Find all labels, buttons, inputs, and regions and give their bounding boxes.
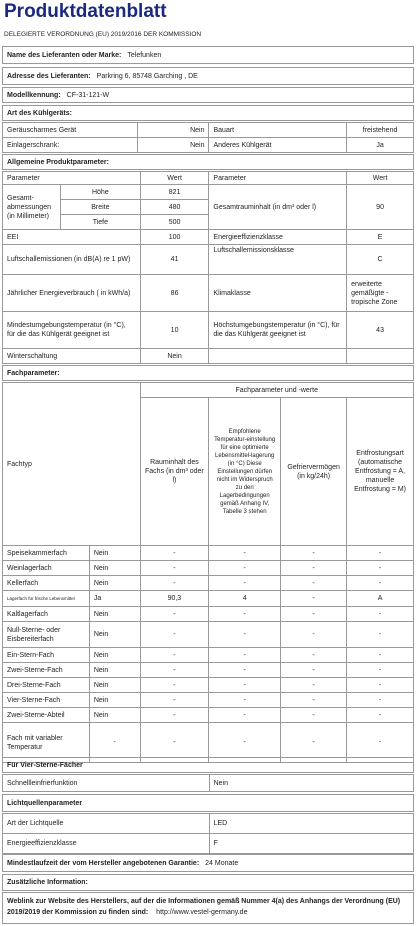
fach-temp: -: [209, 708, 281, 723]
fach-col-defrost: Entfrostungsart (automatische Entfrostung = A, manuelle Entfrostung = M): [347, 398, 414, 546]
type-section-header: [2, 105, 414, 121]
fach-name: Ein-Stern-Fach: [3, 648, 90, 663]
fach-defrost: -: [347, 678, 414, 693]
document-subtitle: DELEGIERTE VERORDNUNG (EU) 2019/2016 DER KOMMISSION: [4, 31, 202, 38]
fach-vol: -: [140, 648, 209, 663]
type-label: Bauart: [209, 123, 347, 138]
fach-freeze: -: [281, 693, 347, 708]
warranty-label: Mindestlaufzeit der vom Hersteller angebotenen Garantie:: [7, 859, 200, 867]
fach-freeze: -: [281, 576, 347, 591]
fach-name: Zwei-Sterne-Fach: [3, 663, 90, 678]
fach-row: [3, 622, 414, 648]
fach-present: -: [89, 723, 140, 763]
energy-consumption-label: Jährlicher Energieverbrauch ( in kWh/a): [3, 275, 141, 312]
extra-info-text: Weblink zur Website des Herstellers, auf der die Informationen gemäß Nummer 4(a) des Anhangs der Verordnung (EU) 2019/2019 der Kommission zu finden sind:: [7, 898, 401, 916]
fach-vol: -: [140, 561, 209, 576]
quick-freeze-label: Schnellleinfrierfunktion: [3, 775, 210, 792]
fach-row: [3, 648, 414, 663]
fach-freeze: -: [281, 663, 347, 678]
noise-class-value: C: [347, 245, 414, 275]
volume-value: 90: [347, 185, 414, 230]
dim-value: 480: [140, 200, 209, 215]
col-header-param: Parameter: [3, 172, 141, 185]
fach-present: Nein: [89, 561, 140, 576]
fach-name: Drei-Sterne-Fach: [3, 678, 90, 693]
fach-row: [3, 576, 414, 591]
light-type-label: Art der Lichtquelle: [3, 814, 210, 834]
type-value: Ja: [347, 138, 414, 153]
max-temp-value: 43: [347, 312, 414, 349]
winter-value: Nein: [140, 349, 209, 364]
fach-temp: -: [209, 663, 281, 678]
fach-row: [3, 693, 414, 708]
fach-temp: -: [209, 678, 281, 693]
fach-freeze: -: [281, 561, 347, 576]
fach-vol: -: [140, 678, 209, 693]
fach-present: Nein: [89, 708, 140, 723]
dim-name: Höhe: [60, 185, 140, 200]
fach-defrost: -: [347, 576, 414, 591]
address-row: [2, 67, 414, 85]
climate-class-label: Klimaklasse: [209, 275, 347, 312]
supplier-label: Name des Lieferanten oder Marke:: [7, 51, 122, 59]
empty-cell: [209, 349, 347, 364]
supplier-value: Telefunken: [127, 51, 162, 59]
extra-info-box: [2, 892, 414, 924]
eei-value: 100: [140, 230, 209, 245]
fach-freeze: -: [281, 648, 347, 663]
fach-col-type: Fachtyp: [3, 383, 141, 546]
fach-name: Zwei-Sterne-Abteil: [3, 708, 90, 723]
fach-name: Weinlagerfach: [3, 561, 90, 576]
winter-label: Winterschaltung: [3, 349, 141, 364]
four-star-section-header: [2, 757, 414, 773]
fach-table: [2, 382, 414, 763]
fach-defrost: -: [347, 561, 414, 576]
fach-name: Fach mit variabler Temperatur: [3, 723, 90, 763]
max-temp-label: Höchstumgebungstemperatur (in °C), für die das Kühlgerät geeignet ist: [209, 312, 347, 349]
type-row: [3, 138, 414, 153]
general-section-title: Allgemeine Produktparameter:: [7, 158, 109, 166]
fach-name: Speisekammerfach: [3, 546, 90, 561]
light-class-value: F: [209, 834, 413, 854]
fach-temp: -: [209, 561, 281, 576]
dim-name: Tiefe: [60, 215, 140, 230]
energy-consumption-value: 86: [140, 275, 209, 312]
fach-row: [3, 561, 414, 576]
fach-present: Ja: [89, 591, 140, 607]
min-temp-label: Mindestumgebungstemperatur (in °C), für die das Kühlgerät geeignet ist: [3, 312, 141, 349]
fach-vol: -: [140, 622, 209, 648]
type-value: Nein: [137, 138, 209, 153]
volume-label: Gesamtrauminhalt (in dm³ oder l): [209, 185, 347, 230]
fach-present: Nein: [89, 693, 140, 708]
light-section-title: Lichtquellenparameter: [7, 799, 83, 807]
model-label: Modellkennung:: [7, 91, 61, 99]
supplier-row: [2, 46, 414, 64]
fach-group-header: Fachparameter und -werte: [140, 383, 413, 398]
type-label: Einlagerschrank:: [3, 138, 138, 153]
fach-vol: -: [140, 663, 209, 678]
four-star-table: [2, 774, 414, 792]
fach-section-header: [2, 365, 414, 381]
fach-defrost: -: [347, 708, 414, 723]
fach-vol: -: [140, 723, 209, 763]
fach-row: [3, 678, 414, 693]
fach-col-temp: Empfohlene Temperatur-einstellung für eine optimierte Lebensmittel-lagerung (in °C) Diese Einstellungen dürfen nicht im Widerspruch zu den Lagerbedingungen gemäß Anhang IV, Tabelle 3 stehen: [209, 398, 281, 546]
noise-class-label: Luftschallemissionsklasse: [209, 245, 347, 275]
model-value: CF-31-121-W: [66, 91, 110, 99]
fach-defrost: -: [347, 607, 414, 622]
fach-present: Nein: [89, 678, 140, 693]
col-header-value: Wert: [140, 172, 209, 185]
warranty-row: [2, 854, 414, 872]
fach-defrost: -: [347, 648, 414, 663]
extra-section-title: Zusätzliche Information:: [7, 879, 88, 886]
energy-class-label: Energieeffizienzklasse: [209, 230, 347, 245]
fach-temp: -: [209, 576, 281, 591]
type-label: Geräuscharmes Gerät: [3, 123, 138, 138]
model-row: [2, 87, 414, 103]
document-title: Produktdatenblatt: [4, 1, 167, 22]
fach-freeze: -: [281, 546, 347, 561]
light-table: [2, 813, 414, 854]
quick-freeze-value: Nein: [209, 775, 413, 792]
type-row: [3, 123, 414, 138]
address-label: Adresse des Lieferanten:: [7, 72, 91, 80]
fach-vol: 90,3: [140, 591, 209, 607]
manufacturer-link[interactable]: http://www.vestel-germany.de: [156, 909, 248, 916]
general-table: [2, 171, 414, 364]
general-header-row: [3, 172, 414, 185]
fach-freeze: -: [281, 708, 347, 723]
type-label: Anderes Kühlgerät: [209, 138, 347, 153]
noise-value: 41: [140, 245, 209, 275]
fach-name: Kaltlagerfach: [3, 607, 90, 622]
fach-defrost: -: [347, 693, 414, 708]
fach-name: Null-Sterne- oder Eisbereiterfach: [3, 622, 90, 648]
fach-temp: -: [209, 546, 281, 561]
fach-defrost: -: [347, 622, 414, 648]
dimensions-label: Gesamt-abmessungen (in Millimeter): [3, 185, 61, 230]
fach-present: Nein: [89, 648, 140, 663]
fach-vol: -: [140, 546, 209, 561]
type-table: [2, 122, 414, 153]
fach-row: [3, 708, 414, 723]
fach-freeze: -: [281, 622, 347, 648]
fach-col-freeze: Gefriervermögen (in kg/24h): [281, 398, 347, 546]
fach-present: Nein: [89, 663, 140, 678]
light-section-header: [2, 794, 414, 812]
fach-temp: -: [209, 622, 281, 648]
fach-temp: -: [209, 607, 281, 622]
type-value: Nein: [137, 123, 209, 138]
empty-cell: [347, 349, 414, 364]
fach-name: Lagerfach für frische Lebensmittel: [3, 591, 90, 607]
fach-freeze: -: [281, 723, 347, 763]
four-star-section-title: Für Vier-Sterne-Fächer: [7, 761, 83, 769]
noise-label: Luftschallemissionen (in dB(A) re 1 pW): [3, 245, 141, 275]
col-header-value2: Wert: [347, 172, 414, 185]
energy-class-value: E: [347, 230, 414, 245]
fach-vol: -: [140, 708, 209, 723]
fach-vol: -: [140, 576, 209, 591]
fach-present: Nein: [89, 607, 140, 622]
fach-name: Vier-Sterne-Fach: [3, 693, 90, 708]
fach-row: [3, 607, 414, 622]
fach-freeze: -: [281, 678, 347, 693]
dim-value: 821: [140, 185, 209, 200]
fach-row: [3, 663, 414, 678]
fach-temp: -: [209, 723, 281, 763]
fach-defrost: -: [347, 663, 414, 678]
min-temp-value: 10: [140, 312, 209, 349]
fach-defrost: -: [347, 546, 414, 561]
fach-defrost: -: [347, 723, 414, 763]
address-value: Parkring 6, 85748 Garching , DE: [96, 72, 198, 80]
fach-temp: -: [209, 693, 281, 708]
fach-section-title: Fachparameter:: [7, 369, 60, 377]
general-section-header: [2, 154, 414, 170]
type-section-title: Art des Kühlgeräts:: [7, 109, 72, 117]
fach-freeze: -: [281, 591, 347, 607]
fach-freeze: -: [281, 607, 347, 622]
dim-name: Breite: [60, 200, 140, 215]
fach-vol: -: [140, 607, 209, 622]
fach-name: Kellerfach: [3, 576, 90, 591]
light-type-value: LED: [209, 814, 413, 834]
light-class-label: Energieeffizienzklasse: [3, 834, 210, 854]
fach-present: Nein: [89, 546, 140, 561]
fach-defrost: A: [347, 591, 414, 607]
eei-label: EEI: [3, 230, 141, 245]
warranty-value: 24 Monate: [205, 859, 239, 867]
climate-class-value: erweiterte gemäßigte - tropische Zone: [347, 275, 414, 312]
col-header-param2: Parameter: [209, 172, 347, 185]
fach-col-volume: Rauminhalt des Fachs (in dm³ oder l): [140, 398, 209, 546]
fach-row: [3, 546, 414, 561]
fach-vol: -: [140, 693, 209, 708]
fach-row: [3, 591, 414, 607]
fach-present: Nein: [89, 622, 140, 648]
extra-section-header: [2, 874, 414, 891]
type-value: freistehend: [347, 123, 414, 138]
fach-present: Nein: [89, 576, 140, 591]
dim-value: 500: [140, 215, 209, 230]
fach-temp: -: [209, 648, 281, 663]
fach-temp: 4: [209, 591, 281, 607]
